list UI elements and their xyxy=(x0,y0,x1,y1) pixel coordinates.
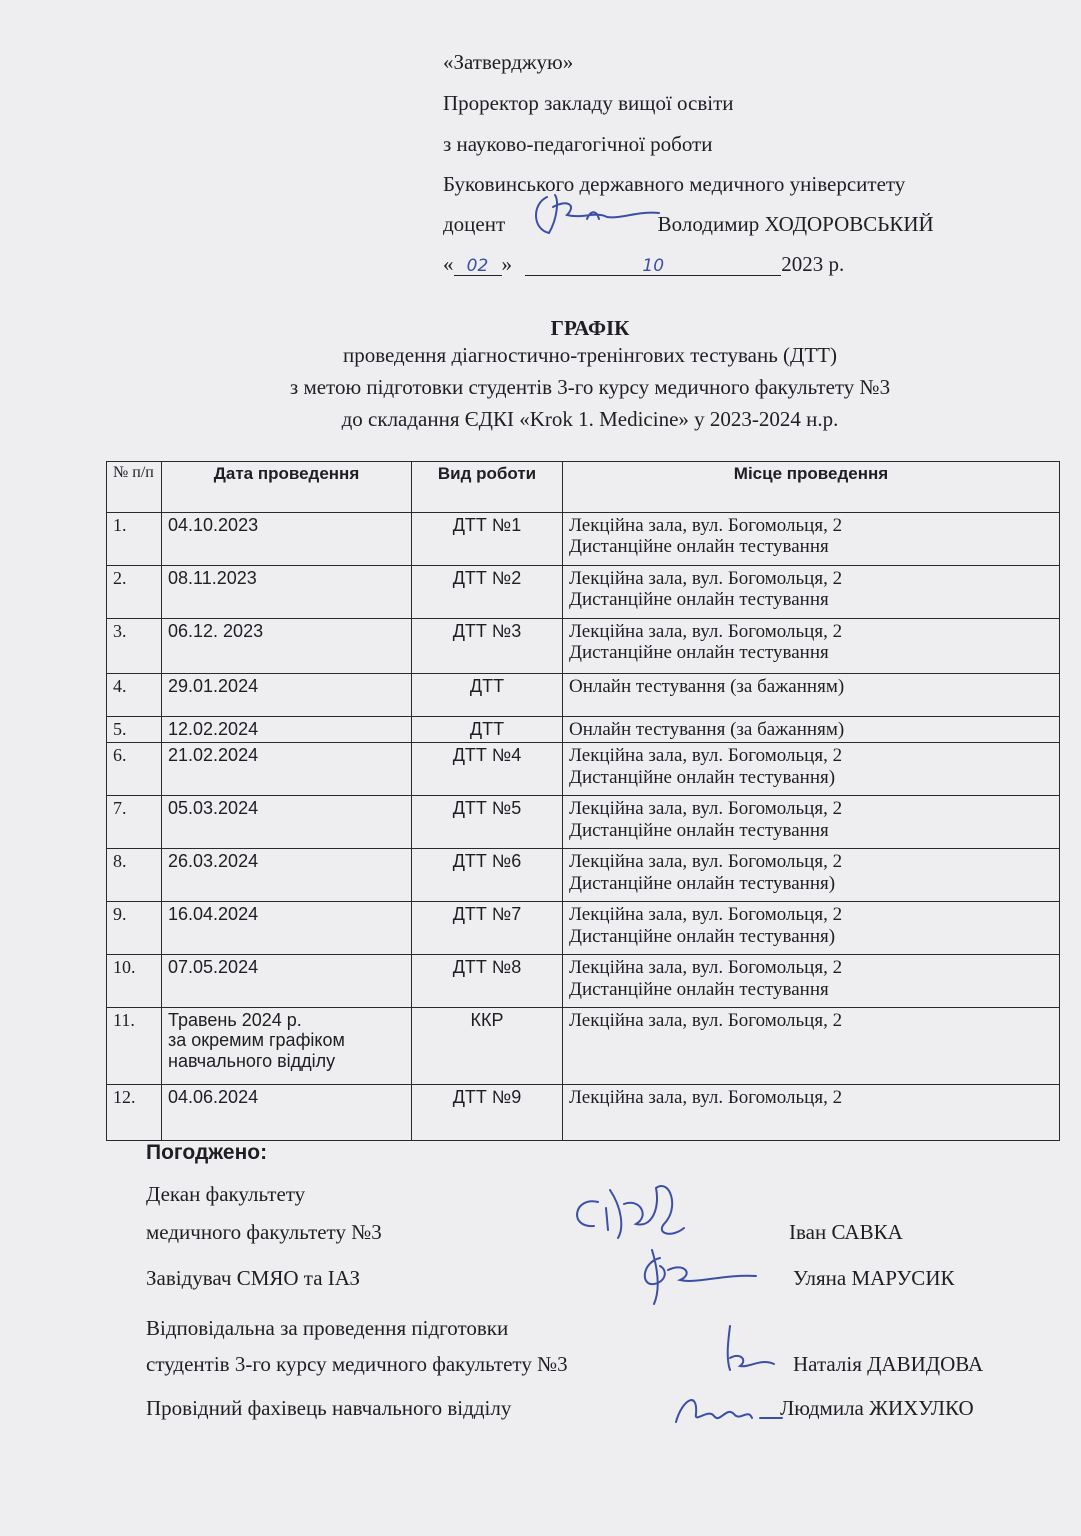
cell-date-line: 16.04.2024 xyxy=(168,904,259,925)
approval-position: Проректор закладу вищої освіти xyxy=(443,91,734,115)
cell-kind: ДТТ №2 xyxy=(412,566,563,619)
cell-number: 5. xyxy=(107,717,162,743)
cell-place xyxy=(563,1085,1060,1141)
specialist-title: Провідний фахівець навчального відділу xyxy=(146,1396,512,1420)
approval-stamp: «Затверджую» xyxy=(443,50,574,74)
responsible-signature-icon xyxy=(700,1318,790,1382)
approval-date-year: 2023 р. xyxy=(781,252,845,276)
cell-place-line: Дистанційне онлайн тестування xyxy=(569,642,829,664)
table-row xyxy=(107,743,1060,796)
header-kind: Вид роботи xyxy=(412,462,563,513)
cell-place-line: Дистанційне онлайн тестування xyxy=(569,536,829,558)
cell-kind: ДТТ №5 xyxy=(412,796,563,849)
table-row xyxy=(107,1008,1060,1085)
cell-date-line: 08.11.2023 xyxy=(168,568,257,588)
cell-number: 6. xyxy=(107,743,162,796)
responsible-title-2: студентів 3-го курсу медичного факультету №3 xyxy=(146,1352,568,1376)
cell-number: 8. xyxy=(107,849,162,902)
cell-place-line: Лекційна зала, вул. Богомольця, 2 xyxy=(569,745,843,767)
cell-kind: ДТТ xyxy=(412,674,563,717)
cell-number: 3. xyxy=(107,619,162,674)
cell-place-line: Дистанційне онлайн тестування xyxy=(569,819,829,841)
cell-number: 9. xyxy=(107,902,162,955)
cell-date-line: 05.03.2024 xyxy=(168,798,259,819)
cell-place xyxy=(563,513,1060,566)
cell-place xyxy=(563,1008,1060,1085)
table-row xyxy=(107,513,1060,566)
cell-number: 7. xyxy=(107,796,162,849)
cell-date xyxy=(162,513,412,566)
cell-place-line: Онлайн тестування (за бажанням) xyxy=(569,676,845,697)
cell-place-line: Лекційна зала, вул. Богомольця, 2 xyxy=(569,798,843,820)
cell-kind: ДТТ №7 xyxy=(412,902,563,955)
head-signature-icon xyxy=(624,1240,764,1310)
cell-place-line: Лекційна зала, вул. Богомольця, 2 xyxy=(569,568,843,589)
responsible-title-1: Відповідальна за проведення підготовки xyxy=(146,1316,509,1340)
cell-date xyxy=(162,902,412,955)
header-date: Дата проведення xyxy=(162,462,412,513)
approval-date-line: « 02 » 10 2023 р. xyxy=(443,252,845,276)
table-row xyxy=(107,796,1060,849)
cell-date xyxy=(162,619,412,674)
document-subtitle-3: до складання ЄДКІ «Krok 1. Medicine» у 2023-2024 н.р. xyxy=(341,407,839,431)
specialist-name: Людмила ЖИХУЛКО xyxy=(780,1396,974,1420)
cell-place-line: Дистанційне онлайн тестування) xyxy=(569,925,836,947)
cell-place-line: Дистанційне онлайн тестування) xyxy=(569,872,836,894)
approval-university: Буковинського державного медичного університету xyxy=(443,172,906,196)
cell-kind: ДТТ №3 xyxy=(412,619,563,674)
cell-date-line: навчального відділу xyxy=(168,1050,336,1071)
cell-date xyxy=(162,796,412,849)
cell-place-line: Лекційна зала, вул. Богомольця, 2 xyxy=(569,515,843,536)
cell-place-line: Лекційна зала, вул. Богомольця, 2 xyxy=(569,957,843,979)
approval-academic-title: доцент xyxy=(443,212,506,236)
table-row xyxy=(107,566,1060,619)
document-subtitle-2: з метою підготовки студентів 3-го курсу медичного факультету №3 xyxy=(289,375,891,399)
document-title: ГРАФІК xyxy=(550,316,630,340)
table-header-row xyxy=(107,462,1060,513)
cell-place-line: Онлайн тестування (за бажанням) xyxy=(569,719,845,740)
cell-number: 4. xyxy=(107,674,162,717)
cell-kind: ДТТ №4 xyxy=(412,743,563,796)
cell-place xyxy=(563,566,1060,619)
cell-place xyxy=(563,674,1060,717)
header-place: Місце проведення xyxy=(563,462,1060,513)
head-title: Завідувач СМЯО та ІАЗ xyxy=(146,1266,360,1290)
cell-kind: ДТТ №8 xyxy=(412,955,563,1008)
specialist-signature-icon xyxy=(668,1378,786,1436)
table-row xyxy=(107,717,1060,743)
cell-date xyxy=(162,743,412,796)
cell-date xyxy=(162,1008,412,1085)
cell-date-line: 12.02.2024 xyxy=(168,719,259,739)
cell-date-line: 21.02.2024 xyxy=(168,745,259,766)
dean-signature-icon xyxy=(560,1168,700,1248)
cell-date-line: 26.03.2024 xyxy=(168,851,259,872)
schedule-table xyxy=(106,461,1060,1141)
table-row xyxy=(107,619,1060,674)
cell-date xyxy=(162,674,412,717)
cell-date-line: 07.05.2024 xyxy=(168,957,259,978)
approval-signer-name: Володимир ХОДОРОВСЬКИЙ xyxy=(657,212,934,236)
cell-date-line: 06.12. 2023 xyxy=(168,621,264,641)
approval-signer-line xyxy=(443,214,934,235)
cell-place xyxy=(563,902,1060,955)
cell-date-line: за окремим графіком xyxy=(168,1030,345,1051)
cell-place-line: Лекційна зала, вул. Богомольця, 2 xyxy=(569,851,843,873)
cell-place xyxy=(563,849,1060,902)
cell-place-line: Дистанційне онлайн тестування xyxy=(569,589,829,611)
cell-place xyxy=(563,743,1060,796)
cell-kind: ДТТ №9 xyxy=(412,1085,563,1141)
cell-date xyxy=(162,955,412,1008)
cell-date xyxy=(162,566,412,619)
cell-date-line: 04.06.2024 xyxy=(168,1087,259,1108)
cell-date-line: 04.10.2023 xyxy=(168,515,259,535)
cell-place-line: Лекційна зала, вул. Богомольця, 2 xyxy=(569,1087,843,1109)
cell-number: 11. xyxy=(107,1008,162,1085)
table-row xyxy=(107,955,1060,1008)
cell-place-line: Лекційна зала, вул. Богомольця, 2 xyxy=(569,904,843,926)
cell-kind: ДТТ №6 xyxy=(412,849,563,902)
dean-name: Іван САВКА xyxy=(789,1220,903,1244)
cell-date-line: 29.01.2024 xyxy=(168,676,259,696)
cell-number: 12. xyxy=(107,1085,162,1141)
cell-place xyxy=(563,619,1060,674)
cell-date xyxy=(162,1085,412,1141)
cell-date-line: Травень 2024 р. xyxy=(168,1010,302,1031)
cell-kind: ДТТ xyxy=(412,717,563,743)
cell-place-line: Лекційна зала, вул. Богомольця, 2 xyxy=(569,621,843,642)
cell-kind: ДТТ №1 xyxy=(412,513,563,566)
cell-place-line: Лекційна зала, вул. Богомольця, 2 xyxy=(569,1010,843,1032)
header-number: № п/п xyxy=(107,462,162,513)
dean-title-2: медичного факультету №3 xyxy=(146,1220,382,1244)
dean-title-1: Декан факультету xyxy=(146,1182,306,1206)
cell-place xyxy=(563,796,1060,849)
table-row xyxy=(107,674,1060,717)
cell-number: 10. xyxy=(107,955,162,1008)
document-subtitle-1: проведення діагностично-тренінгових тестувань (ДТТ) xyxy=(342,343,837,367)
table-row xyxy=(107,1085,1060,1141)
cell-place-line: Дистанційне онлайн тестування xyxy=(569,978,829,1000)
cell-number: 1. xyxy=(107,513,162,566)
cell-place-line: Дистанційне онлайн тестування) xyxy=(569,766,836,788)
head-name: Уляна МАРУСИК xyxy=(793,1266,955,1290)
agreed-heading: Погоджено: xyxy=(146,1141,268,1164)
responsible-name: Наталія ДАВИДОВА xyxy=(793,1352,984,1376)
approval-date-day: 02 xyxy=(454,258,502,276)
cell-number: 2. xyxy=(107,566,162,619)
approval-signature-icon xyxy=(527,189,667,239)
table-row xyxy=(107,849,1060,902)
approval-position-detail: з науково-педагогічної роботи xyxy=(443,132,713,156)
cell-date xyxy=(162,717,412,743)
cell-date xyxy=(162,849,412,902)
approval-date-month: 10 xyxy=(525,258,781,276)
cell-kind: ККР xyxy=(412,1008,563,1085)
table-row xyxy=(107,902,1060,955)
cell-place xyxy=(563,717,1060,743)
cell-place xyxy=(563,955,1060,1008)
